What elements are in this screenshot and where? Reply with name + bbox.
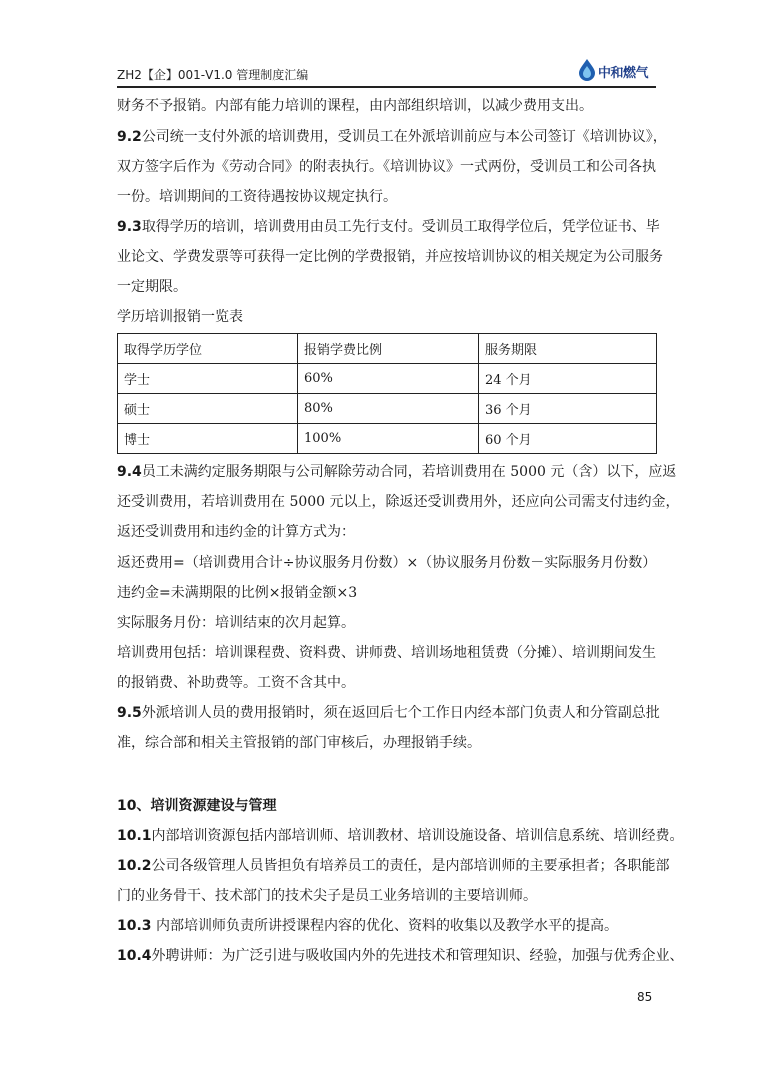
table-caption: 学历培训报销一览表: [117, 309, 243, 325]
table-header-cell: 报销学费比例: [298, 334, 479, 364]
paragraph-line: 9.3取得学历的培训，培训费用由员工先行支付。受训员工取得学位后，凭学位证书、毕: [117, 219, 660, 235]
paragraph-line: 返还受训费用和违约金的计算方式为：: [117, 524, 355, 540]
degree-reimbursement-table: [117, 333, 657, 454]
paragraph-line: 准，综合部和相关主管报销的部门审核后，办理报销手续。: [117, 735, 481, 751]
table-row: [118, 364, 657, 394]
paragraph-line: 培训费用包括：培训课程费、资料费、讲师费、培训场地租赁费（分摊）、培训期间发生: [117, 645, 656, 661]
header-doc-code: ZH2【企】001-V1.0 管理制度汇编: [117, 68, 309, 82]
clause-number: 10.1: [117, 828, 152, 844]
paragraph-line: 10.1内部培训资源包括内部培训师、培训教材、培训设施设备、培训信息系统、培训经费。: [117, 828, 684, 844]
table-cell: 100%: [298, 424, 479, 454]
paragraph-line: 9.2公司统一支付外派的培训费用，受训员工在外派培训前应与本公司签订《培训协议》，: [117, 129, 667, 145]
clause-number: 9.5: [117, 705, 142, 721]
company-logo: [576, 58, 656, 84]
clause-number: 9.2: [117, 129, 142, 145]
paragraph-line: 10.4外聘讲师：为广泛引进与吸收国内外的先进技术和管理知识、经验，加强与优秀企业、: [117, 948, 684, 964]
paragraph-line: 一份。培训期间的工资待遇按协议规定执行。: [117, 189, 397, 205]
clause-number: 9.3: [117, 219, 142, 235]
paragraph-line: 门的业务骨干、技术部门的技术尖子是员工业务培训的主要培训师。: [117, 888, 537, 904]
table-cell: 博士: [118, 424, 298, 454]
paragraph-line: 还受训费用，若培训费用在 5000 元以上，除返还受训费用外，还应向公司需支付违约金，: [117, 494, 680, 510]
table-cell: 60%: [298, 364, 479, 394]
paragraph-line: 一定期限。: [117, 279, 187, 295]
paragraph-line: 实际服务月份：培训结束的次月起算。: [117, 615, 355, 631]
paragraph-line: 财务不予报销。内部有能力培训的课程，由内部组织培训，以减少费用支出。: [117, 98, 593, 114]
formula-line: 违约金=未满期限的比例×报销金额×3: [117, 585, 358, 601]
table-row: [118, 424, 657, 454]
paragraph-line: 双方签字后作为《劳动合同》的附表执行。《培训协议》一式两份，受训员工和公司各执: [117, 159, 656, 175]
table-row: [118, 394, 657, 424]
paragraph-line: 9.5外派培训人员的费用报销时，须在返回后七个工作日内经本部门负责人和分管副总批: [117, 705, 660, 721]
page-number: 85: [637, 990, 653, 1004]
clause-number: 10.2: [117, 858, 152, 874]
clause-number: 10.4: [117, 948, 152, 964]
flame-drop-icon: [576, 58, 598, 82]
section-heading: 10、培训资源建设与管理: [117, 798, 277, 814]
paragraph-line: 业论文、学费发票等可获得一定比例的学费报销，并应按培训协议的相关规定为公司服务: [117, 249, 663, 265]
table-cell: 60 个月: [479, 424, 657, 454]
header-rule: [117, 86, 656, 88]
logo-text: 中和燃气: [598, 66, 649, 81]
table-header-cell: 服务期限: [479, 334, 657, 364]
table-cell: 80%: [298, 394, 479, 424]
table-header-row: [118, 334, 657, 364]
clause-number: 10.3: [117, 918, 152, 934]
clause-number: 9.4: [117, 464, 142, 480]
paragraph-line: 10.2公司各级管理人员皆担负有培养员工的责任，是内部培训师的主要承担者；各职能部: [117, 858, 670, 874]
paragraph-line: 10.3 内部培训师负责所讲授课程内容的优化、资料的收集以及教学水平的提高。: [117, 918, 618, 934]
table-cell: 24 个月: [479, 364, 657, 394]
table-cell: 学士: [118, 364, 298, 394]
formula-line: 返还费用=（培训费用合计÷协议服务月份数）×（协议服务月份数－实际服务月份数）: [117, 555, 657, 571]
paragraph-line: 的报销费、补助费等。工资不含其中。: [117, 675, 355, 691]
table-cell: 36 个月: [479, 394, 657, 424]
paragraph-line: 9.4员工未满约定服务期限与公司解除劳动合同，若培训费用在 5000 元（含）以下，应返: [117, 464, 677, 480]
table-cell: 硕士: [118, 394, 298, 424]
table-header-cell: 取得学历学位: [118, 334, 298, 364]
